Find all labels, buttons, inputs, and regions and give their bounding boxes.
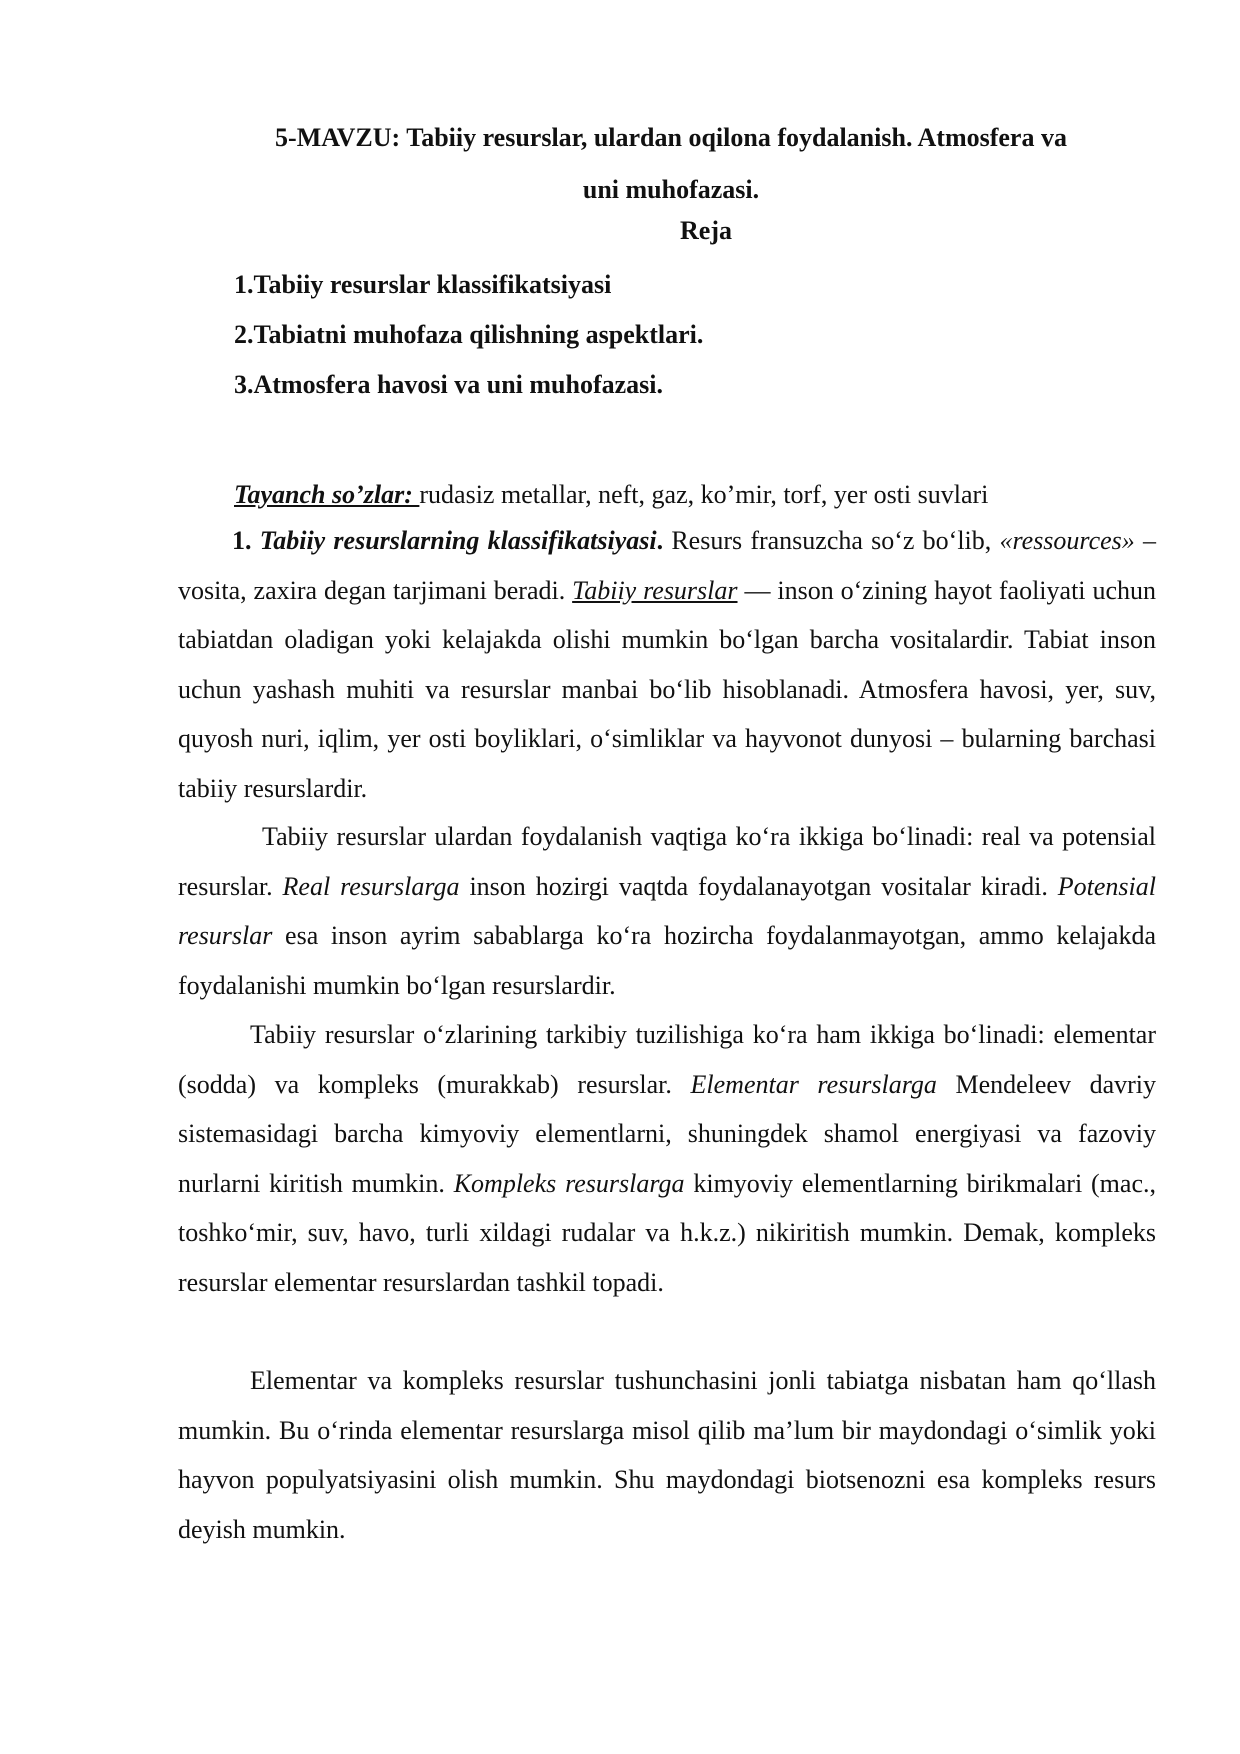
plan-item-2: 2.Tabiatni muhofaza qilishning aspektlari.: [234, 320, 704, 349]
paragraph-4: [178, 1356, 1156, 1554]
paragraph-3-term-elementar: Elementar resurslarga: [690, 1069, 937, 1099]
section-1-term-ressources: «ressources»: [999, 526, 1135, 555]
paragraph-2-term-real: Real resurslarga: [282, 871, 460, 901]
section-1-text-2: – vosita, zaxira degan tarjimani beradi.: [178, 526, 1156, 605]
plan-heading: Reja: [680, 216, 732, 245]
title-line-2: uni muhofazasi.: [582, 175, 760, 204]
section-1-term-tabiiy-resurslar: Tabiiy resurslar: [572, 575, 738, 605]
paragraph-2-text-1: Tabiiy resurslar ulardan foydalanish vaqtiga ko‘ra ikkiga bo‘linadi: real va potensial resurslar.: [178, 822, 1156, 901]
title-line-1: 5-MAVZU: Tabiiy resurslar, ulardan oqilona foydalanish. Atmosfera va: [275, 123, 1067, 152]
paragraph-3-text-1: Tabiiy resurslar o‘zlarining tarkibiy tuzilishiga ko‘ra ham ikkiga bo‘linadi: elementar (sodda) va kompleks (murakkab) resurslar.: [178, 1020, 1156, 1099]
paragraph-2-text-2: inson hozirgi vaqtda foydalanayotgan vositalar kiradi.: [459, 871, 1058, 901]
paragraph-3-text-2: Mendeleev davriy sistemasidagi barcha kimyoviy elementlarni, shuningdek shamol energiyasi va fazoviy nurlarni kiritish mumkin.: [178, 1069, 1156, 1198]
section-1-text-3: — inson o‘zining hayot faoliyati uchun tabiatdan oladigan yoki kelajakda olishi mumkin bo‘lgan barcha vositalardir. Tabiat inson uchun yashash muhiti va resurslar manbai bo‘lib hisoblanadi. Atmosfera havosi, yer, suv, quyosh nuri, iqlim, yer osti boyliklari, o‘simliklar va hayvonot dunyosi – bularning barchasi tabiiy resurslardir.: [178, 575, 1156, 803]
plan-item-3: 3.Atmosfera havosi va uni muhofazasi.: [234, 370, 664, 399]
paragraph-4-text: Elementar va kompleks resurslar tushunchasini jonli tabiatga nisbatan ham qo‘llash mumkin. Bu o‘rinda elementar resurslarga misol qilib ma’lum bir maydondagi o‘simlik yoki hayvon populyatsiyasini olish mumkin. Shu maydondagi biotsenozni esa kompleks resurs deyish mumkin.: [178, 1366, 1156, 1544]
page-title: [178, 112, 1164, 216]
section-1-text-1: Resurs fransuzcha so‘z bo‘lib,: [663, 526, 1000, 555]
keywords-line: [234, 470, 1164, 520]
section-1-heading: Tabiiy resurslarning klassifikatsiyasi: [259, 526, 657, 555]
paragraph-3-text-3: kimyoviy elementlarning birikmalari (mac., toshko‘mir, suv, havo, turli xildagi rudalar va h.k.z.) nikiritish mumkin. Demak, kompleks resurslar elementar resurslardan tashkil topadi.: [178, 1168, 1156, 1297]
paragraph-3: [178, 1010, 1156, 1307]
paragraph-3-term-kompleks: Kompleks resurslarga: [453, 1168, 685, 1198]
paragraph-2: [178, 812, 1156, 1010]
keywords-label: Tayanch so’zlar:: [234, 480, 420, 509]
keywords-text: rudasiz metallar, neft, gaz, ko’mir, torf, yer osti suvlari: [419, 480, 989, 509]
paragraph-2-text-3: esa inson ayrim sabablarga ko‘ra hozircha foydalanmayotgan, ammo kelajakda foydalanishi mumkin bo‘lgan resurslardir.: [178, 921, 1156, 1000]
section-1-heading-dot: .: [656, 526, 664, 555]
section-1-number: 1.: [232, 526, 260, 555]
section-1-paragraph: [178, 516, 1156, 813]
plan-item-1: 1.Tabiiy resurslar klassifikatsiyasi: [234, 270, 612, 299]
paragraph-2-term-potensial: Potensial resurslar: [178, 871, 1156, 950]
